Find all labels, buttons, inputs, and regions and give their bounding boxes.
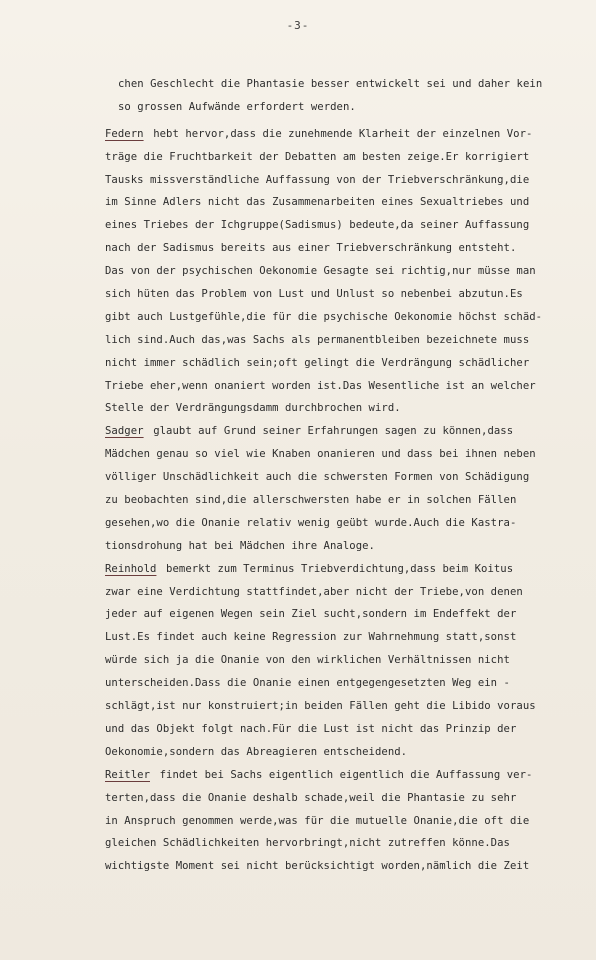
line-text: unterscheiden.Dass die Onanie einen entgegengesetzten Weg ein - bbox=[105, 677, 510, 690]
line-text: wichtigste Moment sei nicht berücksichtigt worden,nämlich die Zeit bbox=[105, 860, 530, 873]
speaker-name: Sadger bbox=[105, 425, 144, 438]
speaker-name: Reitler bbox=[105, 768, 150, 781]
line-text: Das von der psychischen Oekonomie Gesagte sei richtig,nur müsse man bbox=[105, 265, 536, 278]
text-line bbox=[0, 558, 596, 581]
line-text: und das Objekt folgt nach.Für die Lust ist nicht das Prinzip der bbox=[105, 722, 517, 735]
line-text: eines Triebes der Ichgruppe(Sadismus) bedeute,da seiner Auffassung bbox=[105, 219, 530, 232]
speaker-name: Federn bbox=[105, 127, 144, 140]
text-line bbox=[0, 146, 596, 169]
text-line bbox=[0, 169, 596, 192]
page-number: -3- bbox=[286, 19, 310, 32]
text-line bbox=[0, 283, 596, 306]
text-line bbox=[0, 123, 596, 146]
line-text: gibt auch Lustgefühle,die für die psychische Oekonomie höchst schäd- bbox=[105, 310, 543, 323]
text-line bbox=[0, 741, 596, 764]
line-text: Lust.Es findet auch keine Regression zur Wahrnehmung statt,sonst bbox=[105, 631, 517, 644]
text-line bbox=[0, 306, 596, 329]
text-line bbox=[0, 397, 596, 420]
line-text: in Anspruch genommen werde,was für die mutuelle Onanie,die oft die bbox=[105, 814, 530, 827]
text-line bbox=[0, 420, 596, 443]
line-text: völliger Unschädlichkeit auch die schwersten Formen von Schädigung bbox=[105, 471, 530, 484]
line-text: chen Geschlecht die Phantasie besser entwickelt sei und daher kein bbox=[118, 78, 543, 90]
line-text: Mädchen genau so viel wie Knaben onanieren und dass bei ihnen neben bbox=[105, 448, 536, 461]
text-line bbox=[0, 443, 596, 466]
text-line bbox=[0, 855, 596, 878]
line-text: im Sinne Adlers nicht das Zusammenarbeiten eines Sexualtriebes und bbox=[105, 196, 530, 209]
text-line bbox=[0, 672, 596, 695]
line-text: schlägt,ist nur konstruiert;in beiden Fällen geht die Libido voraus bbox=[105, 700, 536, 713]
text-line bbox=[0, 73, 596, 96]
line-text: gleichen Schädlichkeiten hervorbringt,nicht zutreffen könne.Das bbox=[105, 837, 510, 850]
text-line bbox=[0, 375, 596, 398]
text-body bbox=[0, 73, 596, 878]
line-text: nach der Sadismus bereits aus einer Triebverschränkung entsteht. bbox=[105, 242, 517, 255]
text-line bbox=[0, 603, 596, 626]
line-text: würde sich ja die Onanie von den wirklichen Verhältnissen nicht bbox=[105, 654, 510, 667]
text-line bbox=[0, 787, 596, 810]
line-text: so grossen Aufwände erfordert werden. bbox=[118, 100, 356, 113]
line-text: jeder auf eigenen Wegen sein Ziel sucht,sondern im Endeffekt der bbox=[105, 608, 517, 621]
text-line bbox=[0, 810, 596, 833]
line-text: Stelle der Verdrängungsdamm durchbrochen wird. bbox=[105, 402, 401, 415]
line-text: träge die Fruchtbarkeit der Debatten am besten zeige.Er korrigiert bbox=[105, 150, 530, 163]
text-line bbox=[0, 626, 596, 649]
text-line bbox=[0, 535, 596, 558]
line-text: gesehen,wo die Onanie relativ wenig geübt wurde.Auch die Kastra- bbox=[105, 516, 517, 529]
line-text: Oekonomie,sondern das Abreagieren entscheidend. bbox=[105, 745, 408, 758]
text-line bbox=[0, 764, 596, 787]
speaker-name: Reinhold bbox=[105, 562, 157, 575]
line-text: hebt hervor,dass die zunehmende Klarheit der einzelnen Vor- bbox=[153, 127, 533, 140]
text-line bbox=[0, 260, 596, 283]
line-text: lich sind.Auch das,was Sachs als permanentbleiben bezeichnete muss bbox=[105, 333, 530, 346]
text-line bbox=[0, 329, 596, 352]
text-line bbox=[0, 96, 596, 119]
line-text: tionsdrohung hat bei Mädchen ihre Analoge. bbox=[105, 539, 375, 552]
text-line bbox=[0, 649, 596, 672]
line-text: zu beobachten sind,die allerschwersten habe er in solchen Fällen bbox=[105, 494, 517, 507]
line-text: nicht immer schädlich sein;oft gelingt die Verdrängung schädlicher bbox=[105, 356, 530, 369]
text-line bbox=[0, 191, 596, 214]
text-line bbox=[0, 581, 596, 604]
text-line bbox=[0, 695, 596, 718]
text-line bbox=[0, 237, 596, 260]
line-text: sich hüten das Problem von Lust und Unlust so nebenbei abzutun.Es bbox=[105, 288, 523, 301]
text-line bbox=[0, 718, 596, 741]
line-text: zwar eine Verdichtung stattfindet,aber nicht der Triebe,von denen bbox=[105, 585, 523, 598]
line-text: findet bei Sachs eigentlich eigentlich die Auffassung ver- bbox=[159, 768, 533, 781]
text-line bbox=[0, 214, 596, 237]
text-line bbox=[0, 512, 596, 535]
text-line bbox=[0, 489, 596, 512]
text-line bbox=[0, 352, 596, 375]
line-text: bemerkt zum Terminus Triebverdichtung,dass beim Koitus bbox=[166, 562, 514, 575]
line-text: glaubt auf Grund seiner Erfahrungen sagen zu können,dass bbox=[153, 425, 514, 438]
text-line bbox=[0, 466, 596, 489]
line-text: Tausks missverständliche Auffassung von der Triebverschränkung,die bbox=[105, 173, 530, 186]
line-text: terten,dass die Onanie deshalb schade,weil die Phantasie zu sehr bbox=[105, 791, 517, 804]
text-line bbox=[0, 832, 596, 855]
line-text: Triebe eher,wenn onaniert worden ist.Das Wesentliche ist an welcher bbox=[105, 379, 536, 392]
